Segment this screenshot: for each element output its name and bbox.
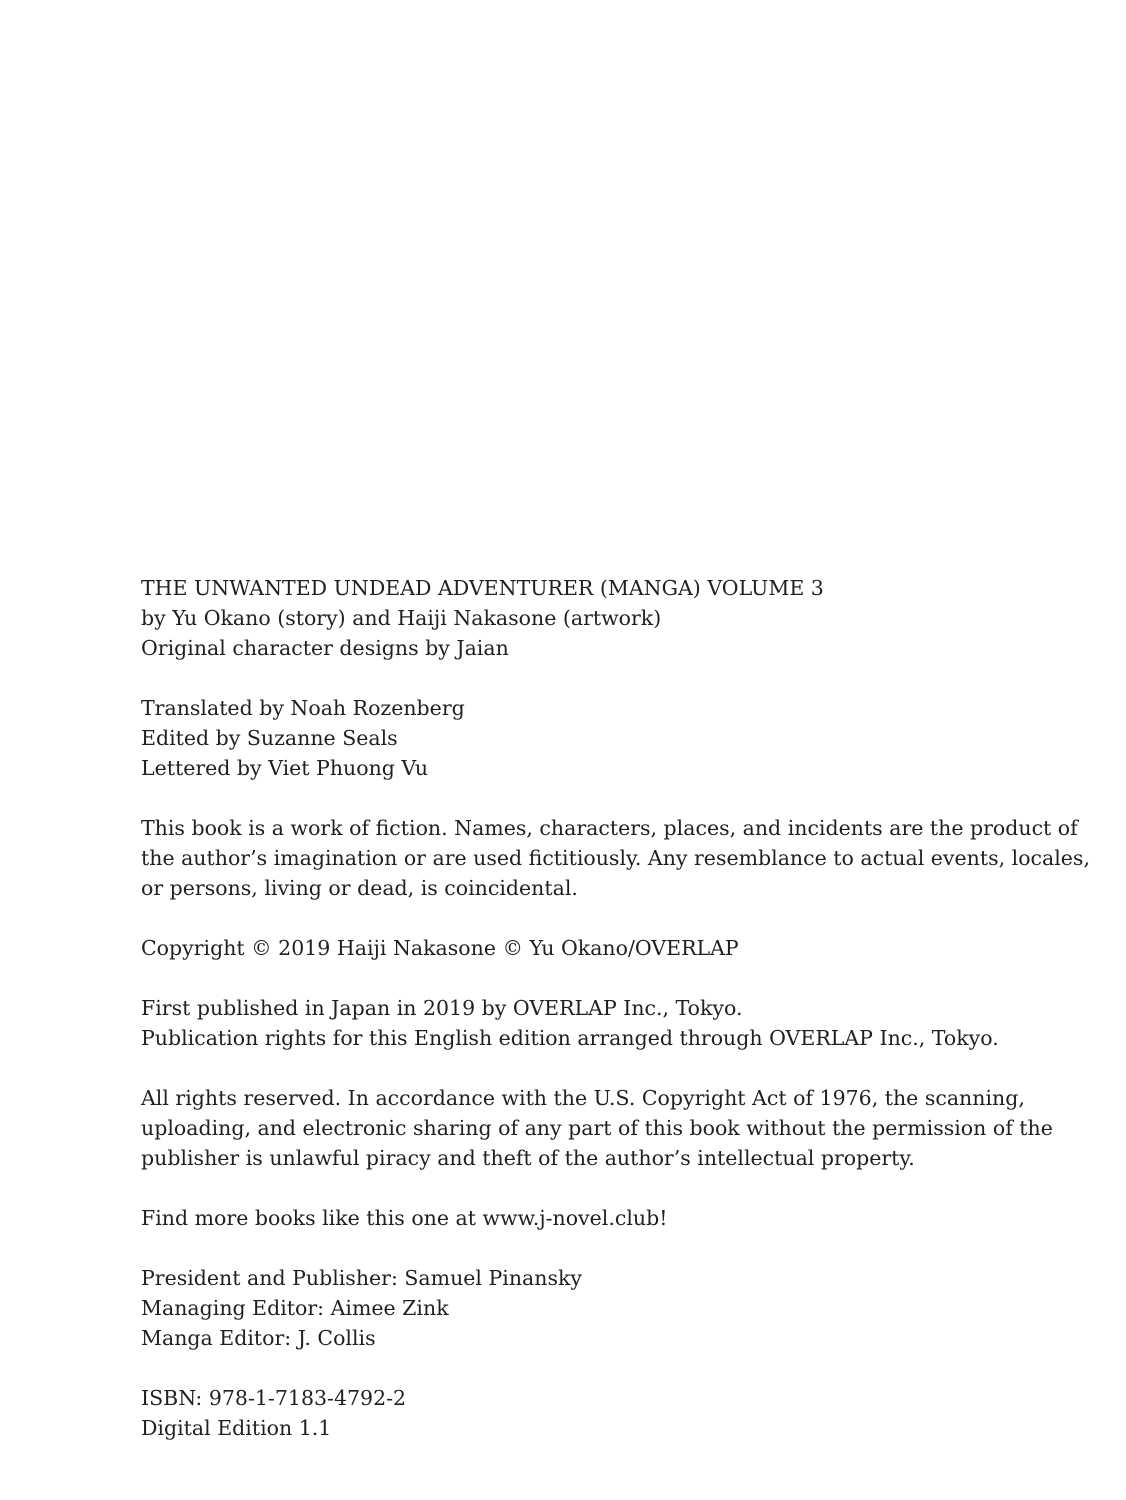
publication-line: First published in Japan in 2019 by OVERLAP Inc., Tokyo. [141, 996, 743, 1020]
publication-notice [141, 993, 1041, 1053]
staff-block [141, 1263, 1041, 1353]
fiction-notice-line: or persons, living or dead, is coincidental. [141, 876, 578, 900]
website-notice [141, 1203, 1041, 1233]
publisher-line: President and Publisher: Samuel Pinansky [141, 1266, 583, 1290]
website-line: Find more books like this one at www.j-novel.club! [141, 1206, 668, 1230]
fiction-notice [141, 813, 1090, 903]
manga-editor-line: Manga Editor: J. Collis [141, 1326, 376, 1350]
rights-notice [141, 1083, 1053, 1173]
letterer-line: Lettered by Viet Phuong Vu [141, 756, 429, 780]
managing-editor-line: Managing Editor: Aimee Zink [141, 1296, 449, 1320]
copyright-line: Copyright © 2019 Haiji Nakasone © Yu Okano/OVERLAP [141, 936, 739, 960]
rights-line: publisher is unlawful piracy and theft of the author’s intellectual property. [141, 1146, 915, 1170]
editor-line: Edited by Suzanne Seals [141, 726, 398, 750]
isbn-line: ISBN: 978-1-7183-4792-2 [141, 1386, 407, 1410]
book-title: THE UNWANTED UNDEAD ADVENTURER (MANGA) VOLUME 3 [141, 576, 824, 600]
fiction-notice-line: This book is a work of fiction. Names, characters, places, and incidents are the product of [141, 816, 1078, 840]
authors-line: by Yu Okano (story) and Haiji Nakasone (artwork) [141, 606, 662, 630]
credits-block [141, 693, 1041, 783]
copyright-text-block [141, 573, 1090, 1443]
title-block [141, 573, 1041, 663]
edition-line: Digital Edition 1.1 [141, 1416, 332, 1440]
character-designs-line: Original character designs by Jaian [141, 636, 509, 660]
translator-line: Translated by Noah Rozenberg [141, 696, 465, 720]
edition-block [141, 1383, 1041, 1443]
copyright-notice [141, 933, 1041, 963]
publication-rights-line: Publication rights for this English edition arranged through OVERLAP Inc., Tokyo. [141, 1026, 999, 1050]
fiction-notice-line: the author’s imagination or are used fictitiously. Any resemblance to actual events, locales, [141, 846, 1090, 870]
rights-line: uploading, and electronic sharing of any part of this book without the permission of the [141, 1116, 1053, 1140]
rights-line: All rights reserved. In accordance with the U.S. Copyright Act of 1976, the scanning, [141, 1086, 1025, 1110]
